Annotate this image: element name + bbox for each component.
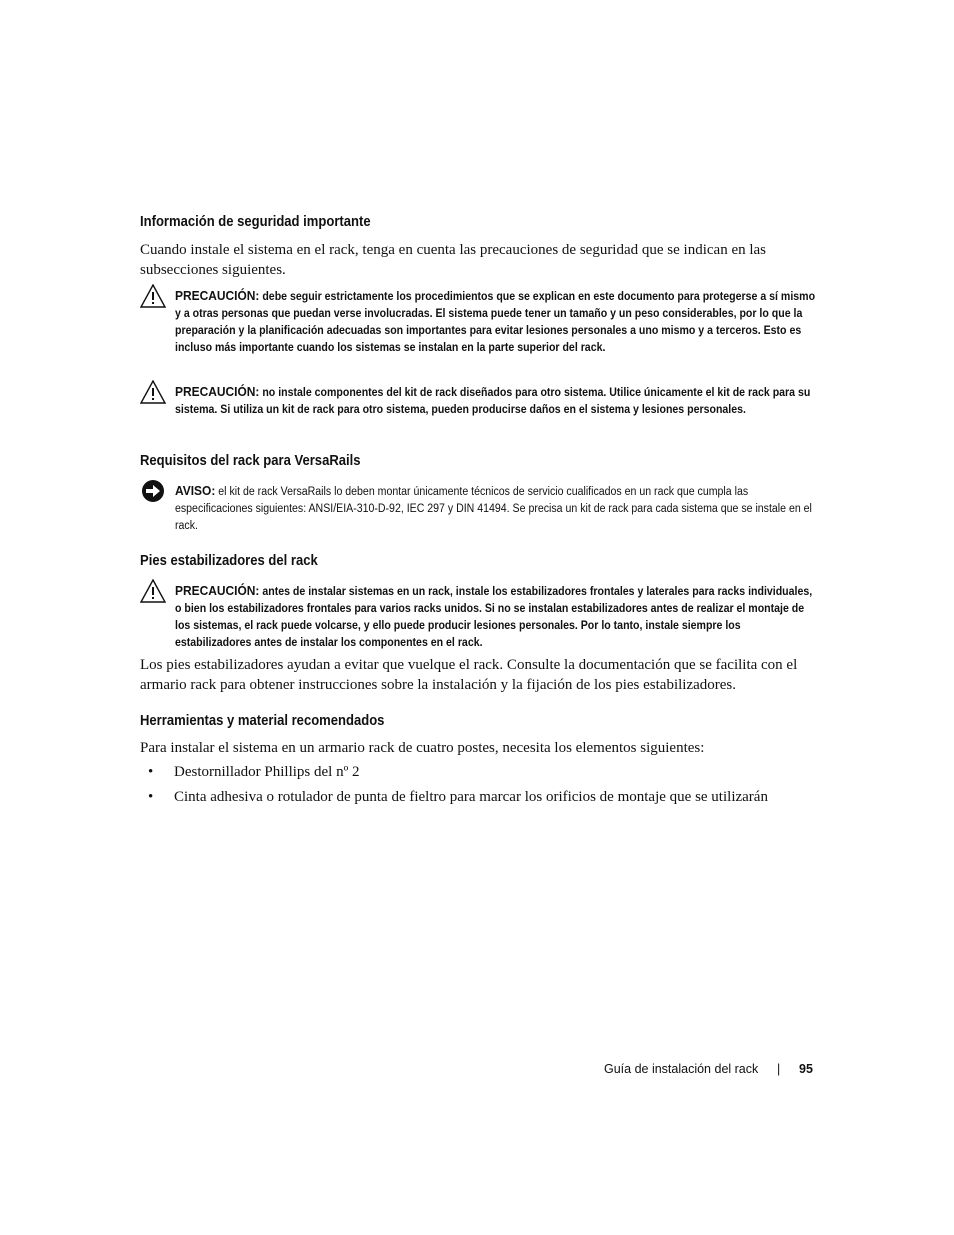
footer-title: Guía de instalación del rack (604, 1062, 759, 1076)
caution-3-text (175, 582, 819, 652)
safety-intro: Cuando instale el sistema en el rack, tenga en cuenta las precauciones de seguridad que se indican en las subsecciones siguientes. (140, 242, 767, 278)
caution-3-label: PRECAUCIÓN: (175, 583, 260, 598)
heading-safety: Información de seguridad importante (140, 214, 371, 230)
warning-triangle-icon (140, 284, 166, 308)
bullet-marker: • (148, 789, 154, 805)
warning-triangle-icon (140, 380, 166, 404)
caution-1-label: PRECAUCIÓN: (175, 288, 260, 303)
footer-separator: | (777, 1062, 781, 1076)
notice-body: el kit de rack VersaRails lo deben montar únicamente técnicos de servicio cualificados en un rack que cumpla las especificaciones siguientes: ANSI/EIA-310-D-92, IEC 297 y DIN 41494. Se precisa un kit de rack para cada sistema que se instale en el rack. (175, 486, 812, 532)
heading-requirements: Requisitos del rack para VersaRails (140, 453, 361, 469)
warning-triangle-icon (140, 579, 166, 603)
caution-1-body: debe seguir estrictamente los procedimientos que se explican en este documento para protegerse a sí mismo y a otras personas que puedan verse involucradas. El sistema puede tener un tamaño y un peso considerables, por lo que la preparación y la planificación adecuadas son importantes para evitar lesiones personales a uno mismo y a terceros. Esto es incluso más importante cuando los sistemas se instalan en la parte superior del rack. (175, 291, 816, 354)
notice-arrow-icon (140, 479, 166, 503)
heading-tools: Herramientas y material recomendados (140, 713, 385, 729)
page-number: 95 (799, 1062, 813, 1076)
caution-1-text (175, 287, 819, 357)
caution-2-label: PRECAUCIÓN: (175, 384, 260, 399)
bullet-marker: • (148, 764, 154, 780)
notice-label: AVISO: (175, 483, 216, 498)
tools-intro: Para instalar el sistema en un armario rack de cuatro postes, necesita los elementos siguientes: (140, 740, 705, 756)
stabilizers-body: Los pies estabilizadores ayudan a evitar que vuelque el rack. Consulte la documentación que se facilita con el armario rack para obtener instrucciones sobre la instalación y la fijación de los pies estabilizadores. (140, 657, 798, 693)
caution-2-body: no instale componentes del kit de rack diseñados para otro sistema. Utilice únicamente el kit de rack para su sistema. Si utiliza un kit de rack para otro sistema, pueden producirse daños en el sistema y lesiones personales. (175, 387, 811, 416)
caution-3-body: antes de instalar sistemas en un rack, instale los estabilizadores frontales y laterales para racks individuales, o bien los estabilizadores frontales para varios racks unidos. Si no se instalan estabilizadores antes de realizar el montaje de los sistemas, el rack puede volcarse, y ello puede producir lesiones personales. Por lo tanto, instale siempre los estabilizadores antes de instalar los componentes en el rack. (175, 586, 813, 649)
list-item: Destornillador Phillips del nº 2 (174, 764, 360, 780)
caution-2-text (175, 383, 819, 419)
list-item: Cinta adhesiva o rotulador de punta de fieltro para marcar los orificios de montaje que se utilizarán (174, 789, 768, 805)
notice-text (175, 482, 819, 535)
heading-stabilizers: Pies estabilizadores del rack (140, 553, 318, 569)
